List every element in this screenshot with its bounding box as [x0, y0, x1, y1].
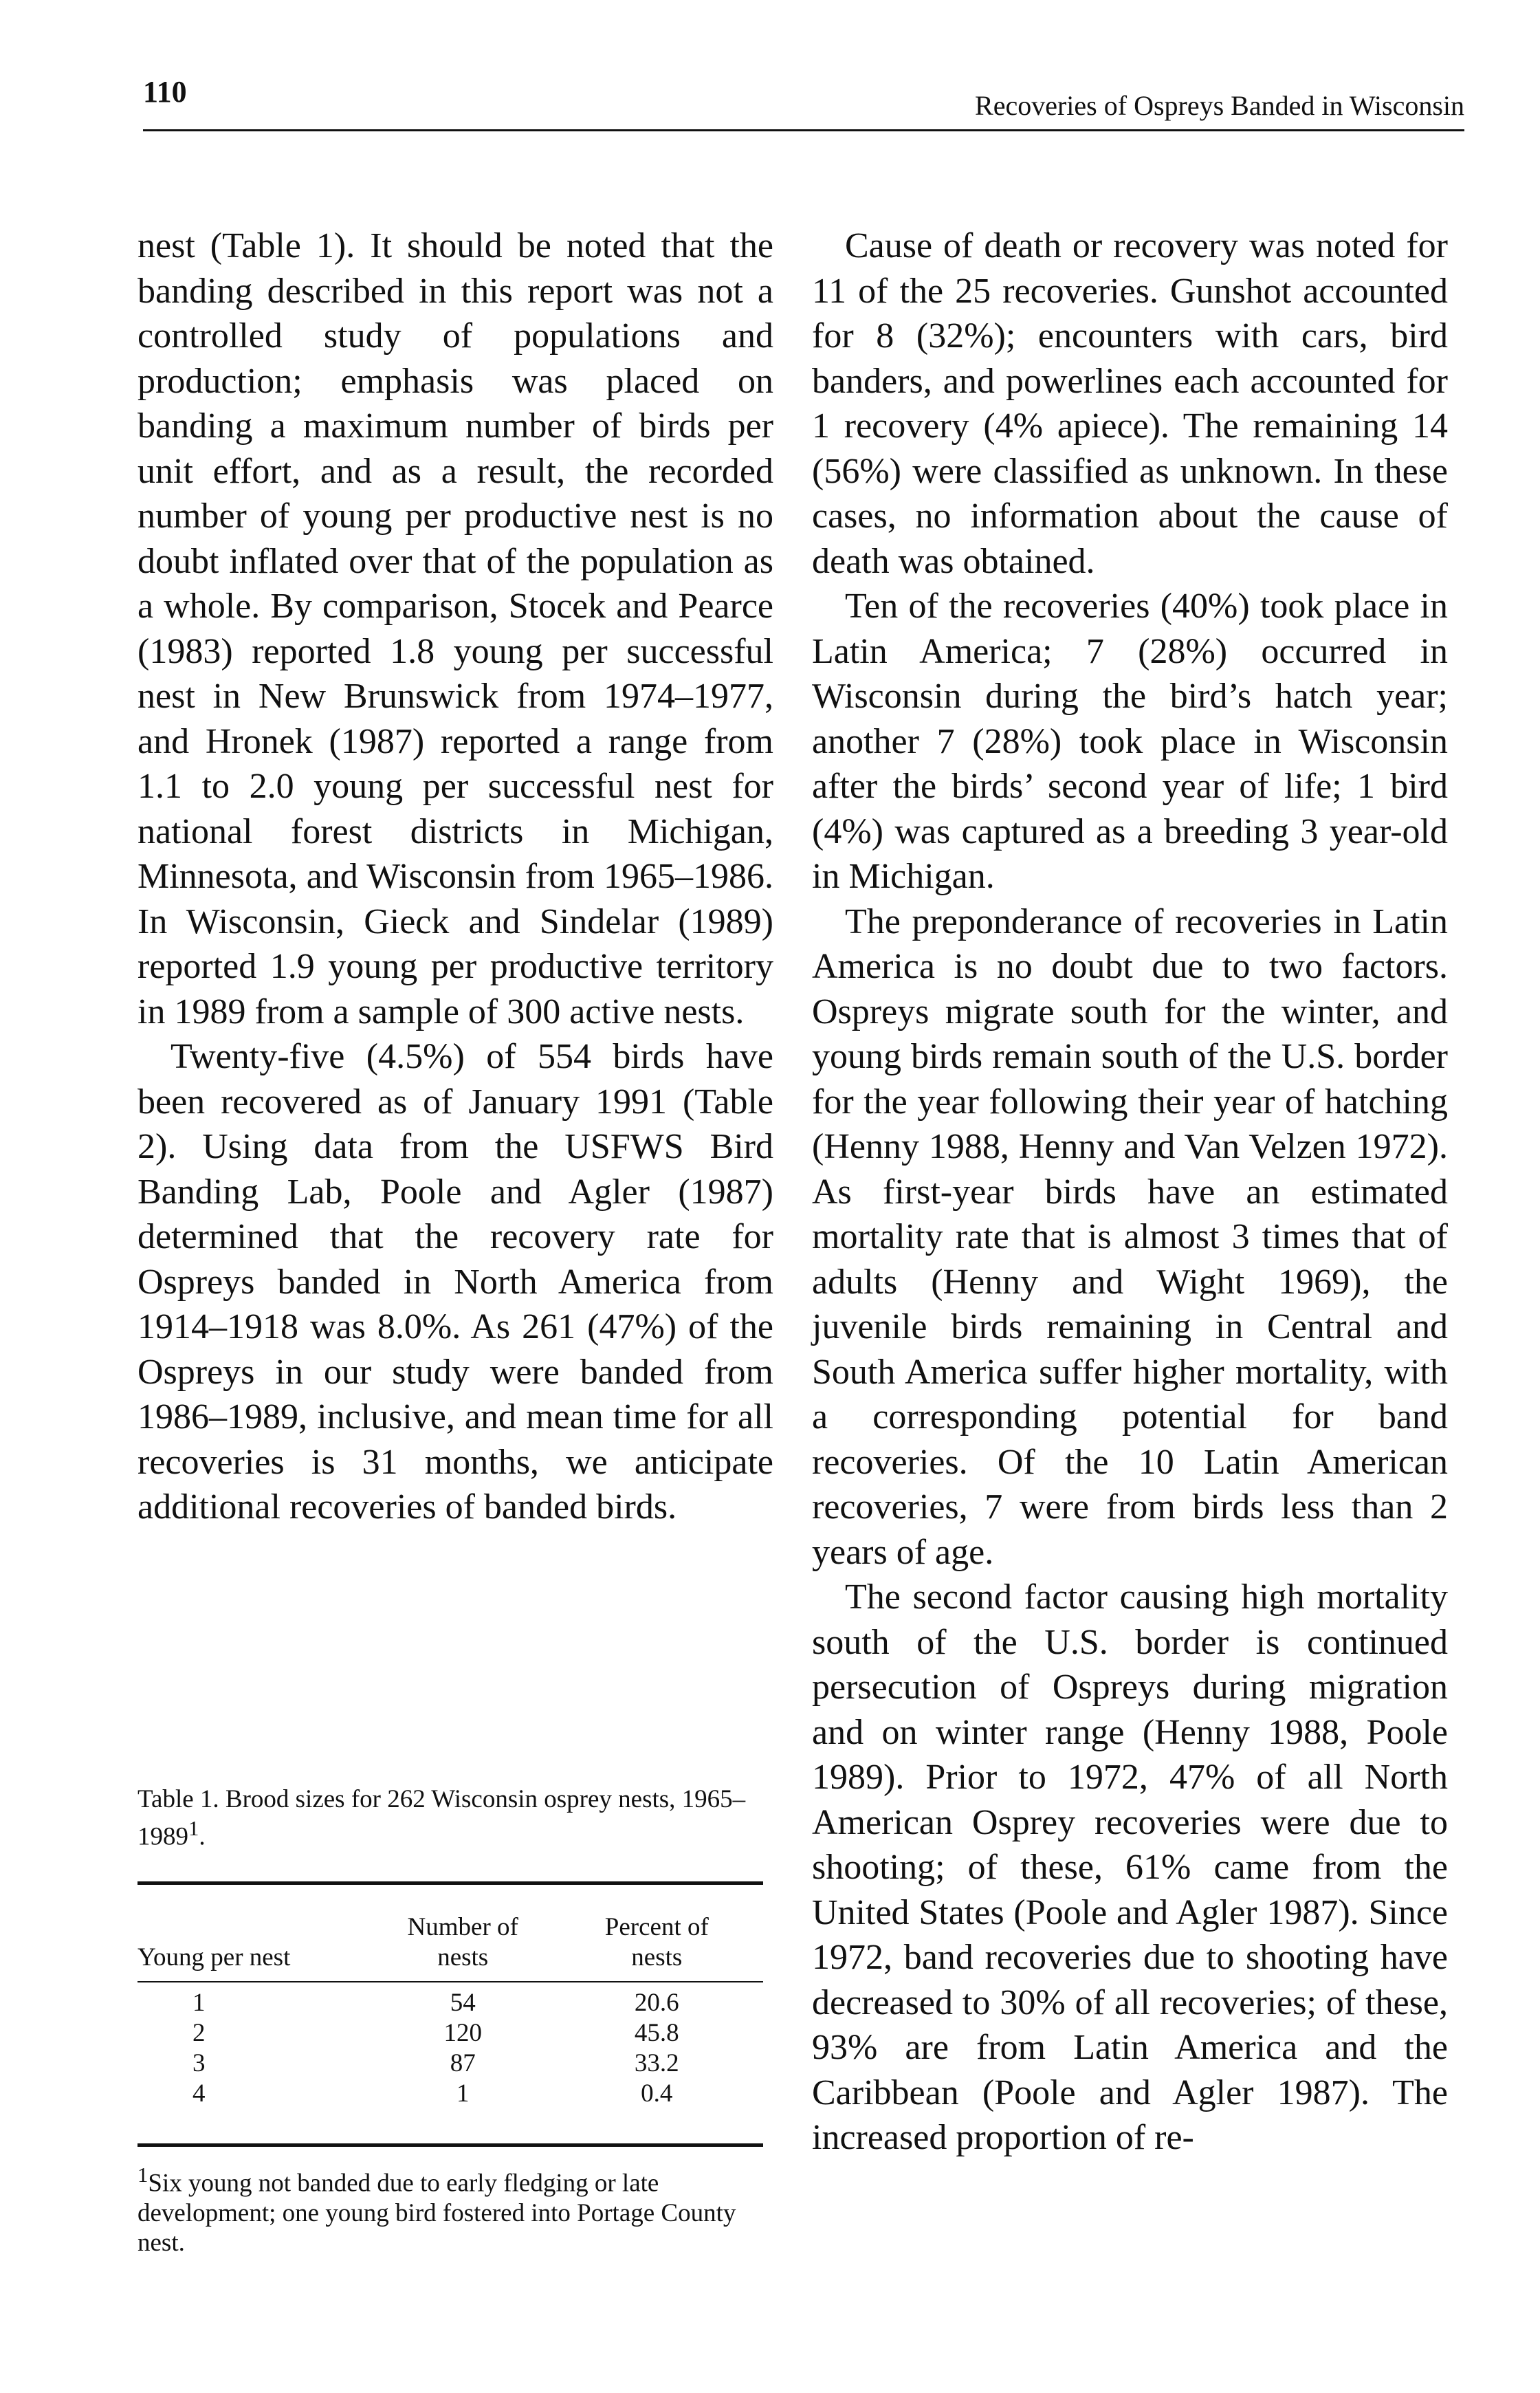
cell-young: 2 [192, 2019, 206, 2048]
table-row [138, 2048, 763, 2079]
table-row [138, 2079, 763, 2109]
header-number-of-nests: Number of nests [407, 1913, 518, 1972]
brood-size-table-body [138, 1988, 763, 2109]
header-rule [143, 129, 1464, 131]
cell-percent: 45.8 [634, 2019, 679, 2048]
table-top-rule [138, 1881, 763, 1885]
body-paragraph: Twenty-five (4.5%) of 554 birds have been recovered as of January 1991 (Table 2). Using data from the USFWS Bird Banding Lab, Poole and Agler (1987) determined that the recovery rate for Ospreys banded in North America from 1914–1918 was 8.0%. As 261 (47%) of the Ospreys in our study were banded from 1986–1989, inclusive, and mean time for all recoveries is 31 months, we anticipate additional recoveries of banded birds. [138, 1037, 773, 1527]
cell-young: 3 [192, 2049, 206, 2078]
table-header-rule [138, 1981, 763, 1982]
cell-nests: 1 [456, 2079, 470, 2108]
table-row [138, 1988, 763, 2018]
brood-size-table [138, 1912, 763, 1973]
cell-percent: 0.4 [641, 2079, 673, 2108]
table-header-row [138, 1912, 763, 1973]
cell-nests: 87 [450, 2049, 476, 2078]
table-bottom-rule [138, 2143, 763, 2147]
cell-nests: 54 [450, 1989, 476, 2018]
cell-young: 1 [192, 1989, 206, 2018]
right-column [812, 223, 1448, 2161]
page-header [143, 69, 1464, 131]
left-column [138, 223, 773, 1530]
page-number: 110 [143, 75, 187, 109]
header-percent-of-nests: Percent of nests [604, 1913, 709, 1972]
body-paragraph: Ten of the recoveries (40%) took place in Latin America; 7 (28%) occurred in Wisconsin during the bird’s hatch year; another 7 (28%) took place in Wisconsin after the birds’ second year of life; 1 bird (4%) was captured as a breeding 3 year-old in Michigan. [812, 587, 1448, 896]
running-title: Recoveries of Ospreys Banded in Wisconsin [975, 90, 1464, 121]
cell-percent: 33.2 [634, 2049, 679, 2078]
body-paragraph: nest (Table 1). It should be noted that the banding described in this report was not a controlled study of populations and production; emphasis was placed on banding a maximum number of birds per unit effort, and as a result, the recorded number of young per productive nest is no doubt inflated over that of the population as a whole. By comparison, Stocek and Pearce (1983) reported 1.8 young per successful nest in New Brunswick from 1974–1977, and Hronek (1987) reported a range from 1.1 to 2.0 young per successful nest for national forest districts in Michigan, Minnesota, and Wisconsin from 1965–1986. In Wisconsin, Gieck and Sindelar (1989) reported 1.9 young per productive territory in 1989 from a sample of 300 active nests. [138, 226, 773, 1031]
table-row [138, 2018, 763, 2048]
table-footnote: $^1$Six young not banded due to early fledging or late development; one young bird fostered into Portage County nest. [138, 2163, 736, 2257]
body-paragraph: The second factor causing high mortality south of the U.S. border is continued persecution of Ospreys during migration and on winter range (Henny 1988, Poole 1989). Prior to 1972, 47% of all North American Osprey recoveries were due to shooting; of these, 61% came from the United States (Poole and Agler 1987). Since 1972, band recoveries due to shooting have decreased to 30% of all recoveries; of these, 93% are from Latin America and the Caribbean (Poole and Agler 1987). The increased proportion of re- [812, 1577, 1448, 2157]
cell-percent: 20.6 [634, 1989, 679, 2018]
table-caption: Table 1. Brood sizes for 262 Wisconsin osprey nests, 1965–1989$^1$. [138, 1785, 746, 1851]
cell-young: 4 [192, 2079, 206, 2108]
body-paragraph: The preponderance of recoveries in Latin America is no doubt due to two factors. Ospreys migrate south for the winter, and young birds remain south of the U.S. border for the year following their year of hatching (Henny 1988, Henny and Van Velzen 1972). As first-year birds have an estimated mortality rate that is almost 3 times that of adults (Henny and Wight 1969), the juvenile birds remaining in Central and South America suffer higher mortality, with a corresponding potential for band recoveries. Of the 10 Latin American recoveries, 7 were from birds less than 2 years of age. [812, 902, 1448, 1572]
body-paragraph: Cause of death or recovery was noted for 11 of the 25 recoveries. Gunshot accounted for 8 (32%); encounters with cars, bird banders, and powerlines each accounted for 1 recovery (4% apiece). The remaining 14 (56%) were classified as unknown. In these cases, no information about the cause of death was obtained. [812, 226, 1448, 581]
cell-nests: 120 [443, 2019, 482, 2048]
table-1 [138, 1784, 763, 2258]
header-young-per-nest: Young per nest [138, 1943, 291, 1972]
